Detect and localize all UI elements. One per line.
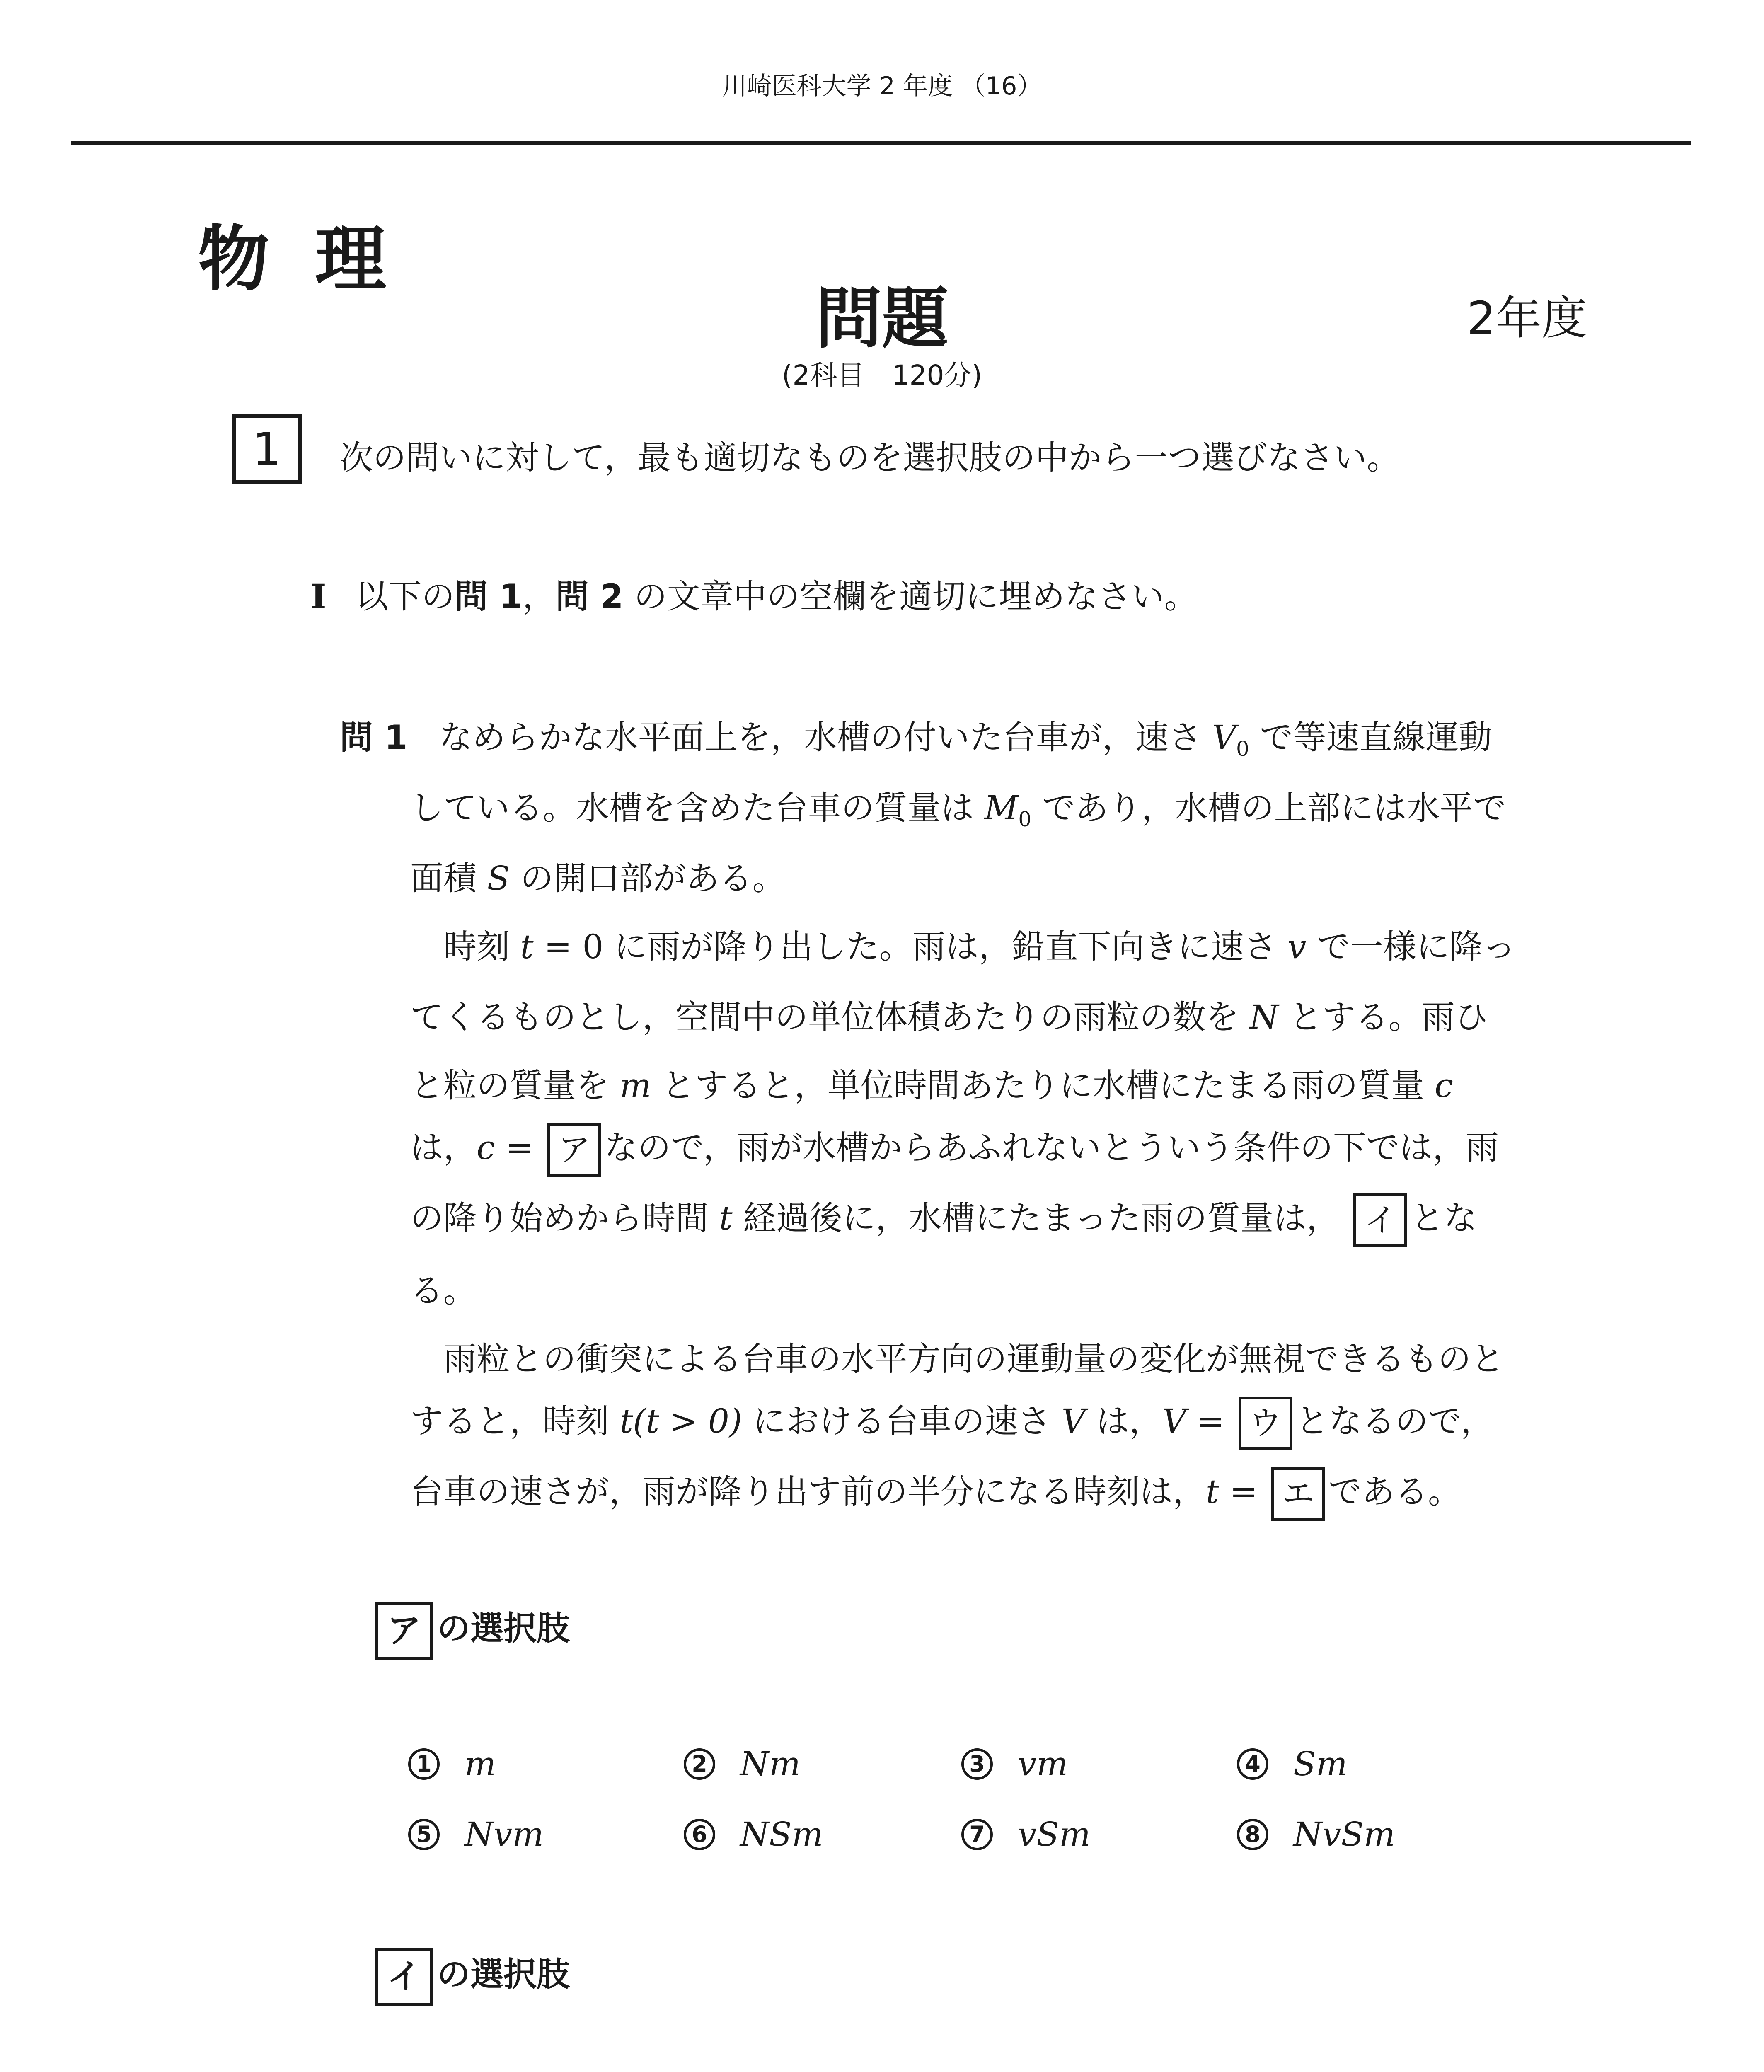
l8-c: とな: [1411, 1199, 1477, 1237]
problem-line-6: [410, 1059, 1453, 1106]
exam-subtitle: (2科目 120分): [782, 359, 982, 391]
choice-num-icon: 6: [684, 1819, 715, 1850]
choices-a-heading-text: の選択肢: [437, 1609, 570, 1648]
l11-b: における台車の速さ: [742, 1402, 1062, 1440]
l5-var: N: [1249, 998, 1279, 1036]
choice-num-icon: 8: [1237, 1819, 1268, 1850]
choice-a-7[interactable]: [961, 1815, 1091, 1854]
l4-var: t: [520, 927, 534, 966]
l8-var: t: [719, 1199, 733, 1237]
l7-a: は，: [410, 1128, 477, 1167]
problem-line-12: [410, 1465, 1461, 1521]
problem-line-9: る。: [410, 1271, 477, 1310]
choice-text: vm: [1018, 1745, 1068, 1783]
choice-a-6[interactable]: [684, 1815, 823, 1854]
l12-a: 台車の速さが，雨が降り出す前の半分になる時刻は，: [410, 1472, 1206, 1511]
l12-eq: =: [1219, 1472, 1268, 1511]
choice-num-icon: 1: [408, 1748, 440, 1780]
part-heading: [311, 570, 1198, 617]
choice-a-3[interactable]: [961, 1745, 1068, 1783]
l12-b: である。: [1328, 1472, 1462, 1511]
problem-line-11: [410, 1394, 1494, 1450]
choice-num-icon: 5: [408, 1819, 440, 1850]
choice-text: NvSm: [1293, 1815, 1395, 1854]
question-number-box: [232, 414, 302, 484]
l8-b: 経過後に，水槽にたまった雨の質量は，: [732, 1199, 1340, 1237]
year-label: 2年度: [1467, 292, 1587, 345]
l11-a: すると，時刻: [410, 1402, 620, 1440]
l11-var3: V: [1162, 1402, 1186, 1440]
problem-label: 問 1: [340, 718, 408, 757]
l2-b: であり，水槽の上部には水平で: [1031, 789, 1506, 827]
l4-c: で一様に降っ: [1306, 927, 1516, 966]
part-roman: I: [311, 577, 327, 616]
problem-line-4: [443, 920, 1516, 968]
l11-var2: V: [1061, 1402, 1086, 1440]
choices-a-blank: ア: [375, 1602, 433, 1660]
l5-a: てくるものとし，空間中の単位体積あたりの雨粒の数を: [410, 998, 1250, 1036]
problem-line-8: [410, 1191, 1477, 1247]
l4-b: に雨が降り出した。雨は，鉛直下向きに速さ: [614, 927, 1288, 966]
question-instruction: 次の問いに対して，最も適切なものを選択肢の中から一つ選びなさい。: [340, 438, 1400, 477]
l7-var: c: [477, 1128, 495, 1167]
l8-a: の降り始めから時間: [410, 1199, 719, 1237]
l3-var: S: [487, 859, 510, 898]
choice-text: NSm: [740, 1815, 823, 1854]
blank-a-box: ア: [547, 1123, 601, 1177]
l1-sub: 0: [1236, 737, 1249, 761]
problem-line-1: [340, 711, 1492, 761]
choice-text: vSm: [1018, 1815, 1091, 1854]
blank-u-box: ウ: [1239, 1397, 1292, 1450]
choice-num-icon: 2: [684, 1748, 715, 1780]
l11-eq: =: [1186, 1402, 1235, 1440]
choice-a-2[interactable]: [684, 1745, 801, 1783]
choice-text: Nvm: [465, 1815, 544, 1854]
l4-var2: v: [1287, 927, 1307, 966]
l6-var: m: [619, 1066, 651, 1105]
choice-num-icon: 7: [961, 1819, 993, 1850]
l12-var: t: [1206, 1472, 1220, 1511]
choice-text: Nm: [740, 1745, 801, 1783]
problem-line-3: [410, 852, 786, 899]
l11-c: は，: [1085, 1402, 1163, 1440]
part-q2: 問 2: [555, 577, 624, 616]
choices-i-blank: イ: [375, 1948, 433, 2006]
blank-e-box: エ: [1271, 1467, 1325, 1521]
choice-a-5[interactable]: [408, 1815, 544, 1854]
choices-i-heading: [375, 1948, 570, 2006]
part-text-b: の文章中の空欄を適切に埋めなさい。: [623, 577, 1198, 616]
l1-b: で等速直線運動: [1249, 718, 1492, 757]
header-rule: [71, 141, 1691, 145]
l1-var: V: [1212, 718, 1236, 757]
l11-var: t: [619, 1402, 633, 1440]
choice-text: Sm: [1293, 1745, 1348, 1783]
l2-a: している。水槽を含めた台車の質量は: [410, 789, 985, 827]
part-q1: 問 1: [455, 577, 523, 616]
l7-b: なので，雨が水槽からあふれないとういう条件の下では，雨: [604, 1128, 1499, 1167]
problem-line-5: [410, 990, 1488, 1038]
l11-d: となるので，: [1295, 1402, 1494, 1440]
l2-sub: 0: [1018, 807, 1032, 831]
choices-a-heading: [375, 1602, 570, 1660]
part-text-a: 以下の: [355, 577, 455, 616]
l6-a: と粒の質量を: [410, 1066, 620, 1105]
choices-i-heading-text: の選択肢: [437, 1955, 570, 1994]
subject-title: 物理: [198, 218, 432, 301]
l5-b: とする。雨ひ: [1278, 998, 1488, 1036]
problem-line-2: [410, 781, 1506, 831]
l4-eq: = 0: [533, 927, 614, 966]
problem-line-10: 雨粒との衝突による台車の水平方向の運動量の変化が無視できるものと: [443, 1340, 1504, 1378]
blank-i-box: イ: [1353, 1193, 1407, 1247]
question-number: 1: [252, 423, 281, 476]
l2-var: M: [984, 789, 1019, 827]
l4-a: 時刻: [443, 927, 520, 966]
l6-b: とすると，単位時間あたりに水槽にたまる雨の質量: [651, 1066, 1435, 1105]
choice-num-icon: 3: [961, 1748, 993, 1780]
choice-num-icon: 4: [1237, 1748, 1268, 1780]
l11-paren: (t > 0): [633, 1402, 742, 1440]
choice-text: m: [465, 1745, 496, 1783]
l1-a: なめらかな水平面上を，水槽の付いた台車が，速さ: [439, 718, 1212, 757]
part-sep: ，: [522, 577, 556, 616]
problem-line-7: [410, 1121, 1499, 1177]
document-title: 問題: [815, 280, 949, 357]
l3-a: 面積: [410, 859, 487, 898]
page-header: 川崎医科大学 2 年度 （16）: [722, 72, 1042, 101]
choice-a-4[interactable]: [1237, 1745, 1348, 1783]
choice-a-1[interactable]: [408, 1745, 496, 1783]
l6-var2: c: [1435, 1066, 1453, 1105]
l7-eq: =: [495, 1128, 544, 1167]
l3-b: の開口部がある。: [510, 859, 786, 898]
choice-a-8[interactable]: [1237, 1815, 1395, 1854]
